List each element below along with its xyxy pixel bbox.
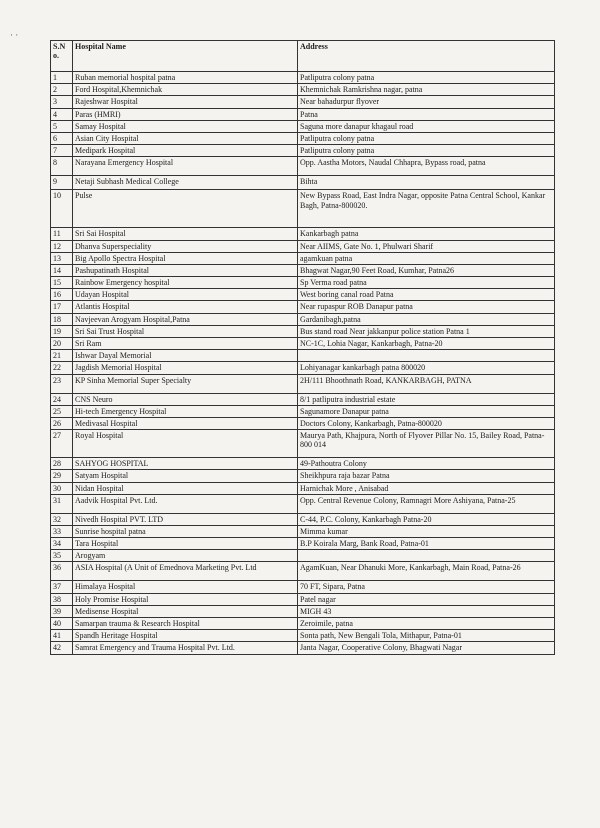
cell-hospital-name: Nidan Hospital [73,482,298,494]
cell-hospital-name: Narayana Emergency Hospital [73,157,298,176]
cell-hospital-name: KP Sinha Memorial Super Specialty [73,374,298,393]
cell-address: NC-1C, Lohia Nagar, Kankarbagh, Patna-20 [298,338,555,350]
cell-hospital-name: Medivasal Hospital [73,417,298,429]
cell-sn: 34 [51,538,73,550]
cell-address: Opp. Central Revenue Colony, Ramnagri More Ashiyana, Patna-25 [298,494,555,513]
header-hospital-name: Hospital Name [73,41,298,72]
table-row [51,289,555,301]
cell-address: agamkuan patna [298,252,555,264]
cell-sn: 15 [51,277,73,289]
cell-hospital-name: Dhanva Superspeciality [73,240,298,252]
cell-hospital-name: Rajeshwar Hospital [73,96,298,108]
table-row [51,108,555,120]
cell-hospital-name: Tara Hospital [73,538,298,550]
cell-hospital-name: Holy Promise Hospital [73,593,298,605]
cell-sn: 4 [51,108,73,120]
cell-sn: 28 [51,458,73,470]
hospital-list-sheet [50,40,554,655]
cell-hospital-name: Ruban memorial hospital patna [73,72,298,84]
table-header-row [51,41,555,72]
cell-hospital-name: Ishwar Dayal Memorial [73,350,298,362]
table-row [51,228,555,240]
table-row [51,84,555,96]
cell-address: Kankarbagh patna [298,228,555,240]
cell-sn: 29 [51,470,73,482]
table-row [51,350,555,362]
cell-sn: 40 [51,618,73,630]
cell-address: Sonta path, New Bengali Tola, Mithapur, Patna-01 [298,630,555,642]
cell-hospital-name: Jagdish Memorial Hospital [73,362,298,374]
cell-hospital-name: Paras (HMRI) [73,108,298,120]
cell-address: Bihta [298,176,555,190]
cell-hospital-name: Sri Sai Trust Hospital [73,325,298,337]
hospital-table [50,40,555,655]
cell-hospital-name: Ford Hospital,Khemnichak [73,84,298,96]
cell-address: Harnichak More , Anisabad [298,482,555,494]
cell-hospital-name: Medipark Hospital [73,145,298,157]
table-row [51,176,555,190]
table-row [51,313,555,325]
cell-hospital-name: Royal Hospital [73,430,298,458]
table-row [51,562,555,581]
cell-sn: 9 [51,176,73,190]
cell-sn: 8 [51,157,73,176]
cell-sn: 33 [51,525,73,537]
table-row [51,630,555,642]
cell-address: 49-Pathoutra Colony [298,458,555,470]
cell-sn: 19 [51,325,73,337]
cell-sn: 22 [51,362,73,374]
cell-address: West boring canal road Patna [298,289,555,301]
table-row [51,513,555,525]
cell-sn: 1 [51,72,73,84]
table-body [51,72,555,655]
table-row [51,393,555,405]
cell-sn: 2 [51,84,73,96]
cell-address: Patliputra colony patna [298,132,555,144]
cell-hospital-name: Asian City Hospital [73,132,298,144]
table-row [51,157,555,176]
cell-address: Saguna more danapur khagaul road [298,120,555,132]
cell-hospital-name: ASIA Hospital (A Unit of Emednova Marketing Pvt. Ltd [73,562,298,581]
cell-hospital-name: Rainbow Emergency hospital [73,277,298,289]
cell-sn: 10 [51,190,73,228]
cell-sn: 37 [51,581,73,593]
table-row [51,525,555,537]
cell-hospital-name: Pulse [73,190,298,228]
cell-sn: 3 [51,96,73,108]
cell-sn: 20 [51,338,73,350]
cell-sn: 18 [51,313,73,325]
cell-sn: 27 [51,430,73,458]
table-row [51,277,555,289]
cell-address: AgamKuan, Near Dhanuki More, Kankarbagh, Main Road, Patna-26 [298,562,555,581]
cell-address: Near AIIMS, Gate No. 1, Phulwari Sharif [298,240,555,252]
table-row [51,430,555,458]
cell-address: Near bahadurpur flyover [298,96,555,108]
header-address: Address [298,41,555,72]
table-row [51,362,555,374]
cell-sn: 32 [51,513,73,525]
cell-address: Gardanibagh,patna [298,313,555,325]
cell-address: C-44, P.C. Colony, Kankarbagh Patna-20 [298,513,555,525]
cell-address: Doctors Colony, Kankarbagh, Patna-800020 [298,417,555,429]
cell-sn: 39 [51,605,73,617]
cell-hospital-name: CNS Neuro [73,393,298,405]
table-row [51,120,555,132]
cell-hospital-name: Atlantis Hospital [73,301,298,313]
cell-hospital-name: Satyam Hospital [73,470,298,482]
cell-sn: 36 [51,562,73,581]
cell-address: Bus stand road Near jakkanpur police station Patna 1 [298,325,555,337]
table-row [51,325,555,337]
cell-hospital-name: Samrat Emergency and Trauma Hospital Pvt. Ltd. [73,642,298,654]
cell-hospital-name: Arogyam [73,550,298,562]
cell-hospital-name: Nivedh Hospital PVT. LTD [73,513,298,525]
cell-address: Khemnichak Ramkrishna nagar, patna [298,84,555,96]
cell-hospital-name: Big Apollo Spectra Hospital [73,252,298,264]
cell-hospital-name: Himalaya Hospital [73,581,298,593]
table-row [51,605,555,617]
cell-address: Patna [298,108,555,120]
table-row [51,264,555,276]
cell-sn: 17 [51,301,73,313]
table-row [51,374,555,393]
cell-sn: 11 [51,228,73,240]
cell-address: B.P Koirala Marg, Bank Road, Patna-01 [298,538,555,550]
table-row [51,581,555,593]
cell-address [298,550,555,562]
cell-sn: 35 [51,550,73,562]
cell-address: 8/1 patliputra industrial estate [298,393,555,405]
table-row [51,338,555,350]
cell-address: Janta Nagar, Cooperative Colony, Bhagwati Nagar [298,642,555,654]
cell-address: Lohiyanagar kankarbagh patna 800020 [298,362,555,374]
table-row [51,301,555,313]
table-row [51,145,555,157]
table-row [51,470,555,482]
cell-sn: 41 [51,630,73,642]
cell-address: Mimma kumar [298,525,555,537]
cell-address: Zeroimile, patna [298,618,555,630]
table-row [51,240,555,252]
cell-address: Near rupaspur ROB Danapur patna [298,301,555,313]
table-row [51,190,555,228]
cell-sn: 16 [51,289,73,301]
cell-hospital-name: Sunrise hospital patna [73,525,298,537]
table-row [51,72,555,84]
cell-sn: 6 [51,132,73,144]
cell-hospital-name: Medisense Hospital [73,605,298,617]
table-row [51,494,555,513]
table-row [51,458,555,470]
cell-sn: 21 [51,350,73,362]
cell-address [298,350,555,362]
table-row [51,538,555,550]
cell-hospital-name: Sri Sai Hospital [73,228,298,240]
table-row [51,96,555,108]
cell-hospital-name: Spandh Heritage Hospital [73,630,298,642]
cell-hospital-name: Netaji Subhash Medical College [73,176,298,190]
cell-address: Bhagwat Nagar,90 Feet Road, Kumhar, Patna26 [298,264,555,276]
table-row [51,252,555,264]
cell-sn: 23 [51,374,73,393]
cell-sn: 7 [51,145,73,157]
cell-sn: 30 [51,482,73,494]
table-row [51,132,555,144]
table-row [51,417,555,429]
cell-sn: 31 [51,494,73,513]
cell-address: New Bypass Road, East Indra Nagar, opposite Patna Central School, Kankar Bagh, Patna-800020. [298,190,555,228]
cell-address: Patel nagar [298,593,555,605]
cell-address: Sheikhpura raja bazar Patna [298,470,555,482]
cell-address: Sp Verma road patna [298,277,555,289]
cell-address: Sagunamore Danapur patna [298,405,555,417]
cell-address: MIGH 43 [298,605,555,617]
cell-hospital-name: SAHYOG HOSPITAL [73,458,298,470]
table-row [51,618,555,630]
cell-address: 2H/111 Bhoothnath Road, KANKARBAGH, PATNA [298,374,555,393]
table-row [51,550,555,562]
cell-hospital-name: Pashupatinath Hospital [73,264,298,276]
cell-sn: 38 [51,593,73,605]
cell-hospital-name: Navjeevan Arogyam Hospital,Patna [73,313,298,325]
cell-sn: 5 [51,120,73,132]
cell-address: 70 FT, Sipara, Patna [298,581,555,593]
cell-address: Opp. Aastha Motors, Naudal Chhapra, Bypass road, patna [298,157,555,176]
cell-hospital-name: Samarpan trauma & Research Hospital [73,618,298,630]
cell-hospital-name: Udayan Hospital [73,289,298,301]
cell-address: Maurya Path, Khajpura, North of Flyover Pillar No. 15, Bailey Road, Patna- 800 014 [298,430,555,458]
cell-sn: 14 [51,264,73,276]
cell-address: Patliputra colony patna [298,145,555,157]
table-row [51,593,555,605]
cell-hospital-name: Samay Hospital [73,120,298,132]
table-row [51,642,555,654]
header-sn: S.N o. [51,41,73,72]
cell-sn: 25 [51,405,73,417]
cell-hospital-name: Hi-tech Emergency Hospital [73,405,298,417]
cell-sn: 26 [51,417,73,429]
scan-speck-marks: · · [10,30,19,40]
cell-hospital-name: Aadvik Hospital Pvt. Ltd. [73,494,298,513]
cell-sn: 12 [51,240,73,252]
cell-hospital-name: Sri Ram [73,338,298,350]
cell-sn: 13 [51,252,73,264]
cell-sn: 24 [51,393,73,405]
table-row [51,482,555,494]
table-row [51,405,555,417]
cell-address: Patliputra colony patna [298,72,555,84]
cell-sn: 42 [51,642,73,654]
